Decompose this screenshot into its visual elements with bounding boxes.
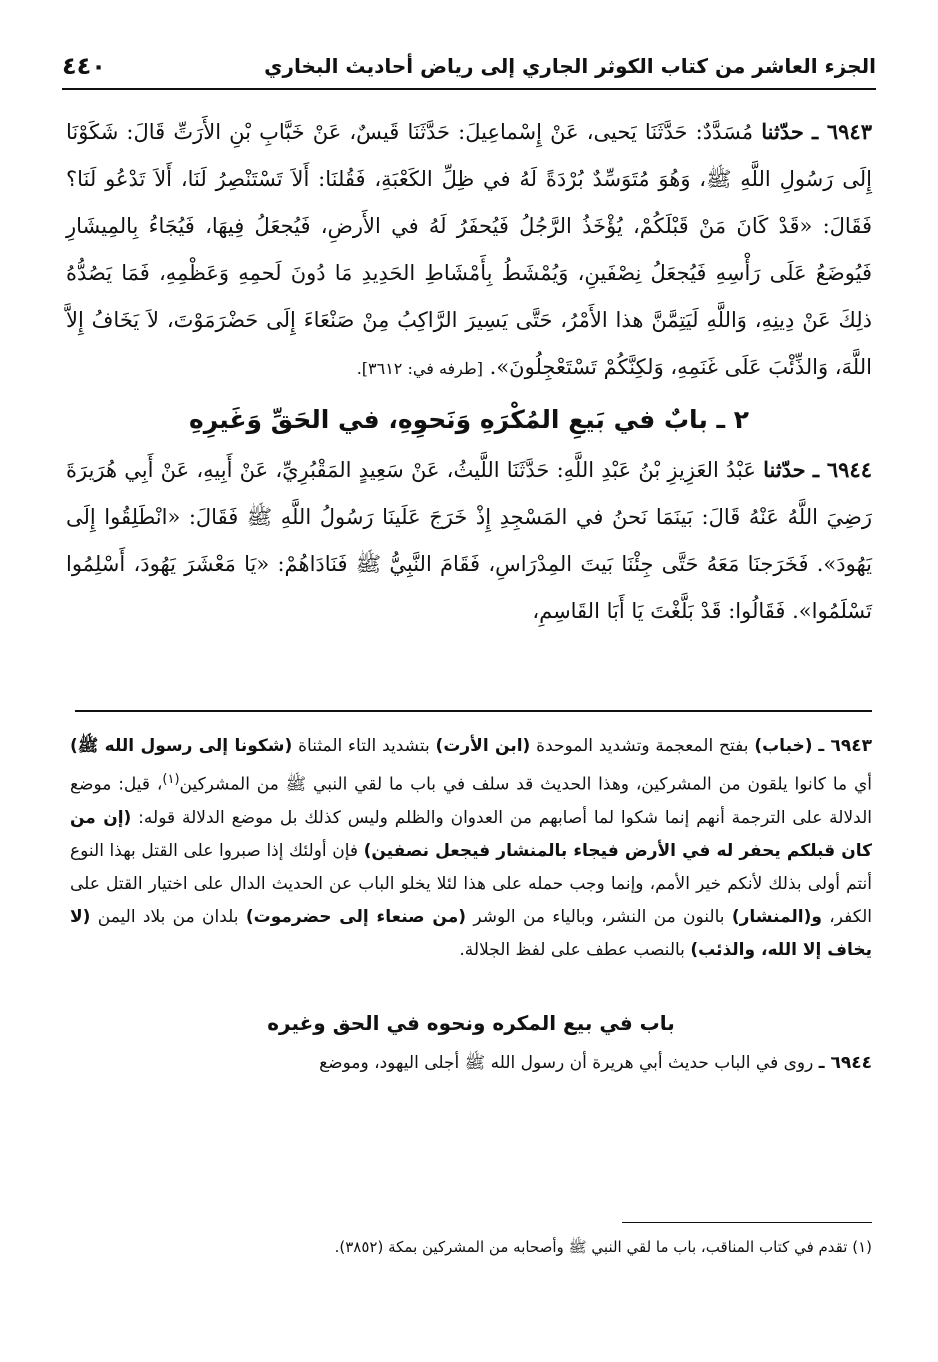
quoted-term: (شكونا إلى رسول الله ﷺ): [70, 736, 293, 756]
quoted-term: و(المنشار): [731, 906, 822, 927]
commentary-text: ، قيل: موضع الدلالة على الترجمة أنهم إنما شكوا لما أصابهم من العدوان والظلم وليس كذلك بل موضع الدلالة قوله:: [70, 774, 873, 828]
footnote: [70, 1234, 872, 1260]
commentary-6943: [70, 730, 872, 967]
hadith-lead: حدّثنا: [761, 119, 804, 144]
hadith-6944: [66, 446, 872, 635]
quoted-term: (ابن الأرت): [435, 736, 531, 756]
quoted-term: (إن من كان قبلكم يحفر له في الأرض فيجاء بالمنشار فيجعل نصفين): [70, 807, 872, 861]
commentary-text: بفتح المعجمة وتشديد الموحدة: [536, 736, 749, 756]
hadith-number: ٦٩٤٣ ـ: [811, 119, 872, 144]
footnote-number: (١): [852, 1238, 872, 1256]
hadith-number: ٦٩٤٤ ـ: [812, 457, 872, 482]
commentary-6944: [70, 1047, 872, 1080]
commentary-text: بالنون من النشر، وبالياء من الوشر: [473, 906, 725, 927]
commentary-text: أي ما كانوا يلقون من المشركين، وهذا الحديث قد سلف في باب ما لقي النبي ﷺ من المشركين: [179, 774, 872, 795]
hadith-lead: حدّثنا: [763, 457, 806, 482]
commentary-text: بالنصب عطف على لفظ الجلالة.: [459, 939, 685, 960]
commentary-text: بلدان من بلاد اليمن: [97, 906, 239, 927]
commentary-number: ٦٩٤٣ ـ: [818, 736, 873, 756]
commentary-text: روى في الباب حديث أبي هريرة أن رسول الله ﷺ أجلى اليهود، وموضع: [319, 1052, 814, 1073]
running-title: الجزء العاشر من كتاب الكوثر الجاري إلى رياض أحاديث البخاري: [264, 54, 876, 78]
hadith-body: عَبْدُ العَزِيزِ بْنُ عَبْدِ اللَّهِ: حَدَّثَنَا اللَّيثُ، عَنْ سَعِيدٍ المَقْبُرِيِّ، عَنْ أَبِيهِ، عَنْ أَبِي هُرَيرَةَ رَضِيَ اللَّهُ عَنْهُ قَالَ: بَينَمَا نَحنُ في المَسْجِدِ إِذْ خَرَجَ عَلَينَا رَسُولُ اللَّهِ ﷺ فَقَالَ: «انْطَلِقُوا إِلَى يَهُودَ». فَخَرَجنَا مَعَهُ حَتَّى جِئْنَا بَيتَ المِدْرَاسِ، فَقَامَ النَّبِيُّ ﷺ فَنَادَاهُمْ: «يَا مَعْشَرَ يَهُودَ، أَسْلِمُوا تَسْلَمُوا». فَقَالُوا: قَدْ بَلَّغْتَ يَا أَبَا القَاسِمِ،: [66, 458, 872, 623]
cross-reference: [طرفه في: ٣٦١٢].: [356, 359, 483, 378]
quoted-term: (من صنعاء إلى حضرموت): [245, 906, 466, 927]
hadith-6943: [66, 108, 872, 392]
quoted-term: (لا يخاف إلا الله، والذئب): [70, 906, 872, 960]
commentary-subheading: باب في بيع المكره ونحوه في الحق وغيره: [267, 1010, 675, 1035]
footnote-marker[interactable]: (١): [162, 772, 180, 787]
page-number: ٤٤٠: [62, 52, 106, 80]
commentary-text: بتشديد التاء المثناة: [298, 736, 430, 756]
hadith-body: مُسَدَّدٌ: حَدَّثَنَا يَحيى، عَنْ إِسْماعِيلَ: حَدَّثَنَا قَيسٌ، عَنْ خَبَّابِ بْنِ الأَرَتِّ قَالَ: شَكَوْنَا إِلَى رَسُولِ اللَّهِ ﷺ، وَهُوَ مُتَوَسِّدٌ بُرْدَةً لَهُ في ظِلِّ الكَعْبَةِ، فَقُلنَا: أَلاَ تَسْتَنْصِرُ لَنَا، أَلاَ تَدْعُو لَنَا؟ فَقَالَ: «قَدْ كَانَ مَنْ قَبْلَكُمْ، يُؤْخَذُ الرَّجُلُ فَيُحفَرُ لَهُ في الأَرضِ، فَيُجعَلُ فِيهَا، فَيُجَاءُ بِالمِيشَارِ فَيُوضَعُ عَلَى رَأْسِهِ فَيُجعَلُ نِصْفَينِ، وَيُمْشَطُ بِأَمْشَاطِ الحَدِيدِ مَا دُونَ لَحمِهِ وَعَظْمِهِ، فَمَا يَصُدُّهُ ذلِكَ عَنْ دِينِهِ، وَاللَّهِ لَيَتِمَّنَّ هذا الأَمْرُ، حَتَّى يَسِيرَ الرَّاكِبُ مِنْ صَنْعَاءَ إِلَى حَضْرَمَوْتَ، لاَ يَخَافُ إِلاَّ اللَّهَ، وَالذِّئْبَ عَلَى غَنَمِهِ، وَلكِنَّكُمْ تَسْتَعْجِلُونَ».: [66, 120, 872, 379]
commentary-text: فإن أولئك إذا صبروا على القتل بهذا النوع أنتم أولى بذلك لأنكم خير الأمم، وإنما وجب حمله على هذا لئلا يخلو الباب عن الحديث الدال على اختيار القتل على الكفر،: [70, 840, 873, 927]
commentary-number: ٦٩٤٤ ـ: [818, 1052, 872, 1073]
footnote-divider: [622, 1222, 872, 1223]
chapter-heading: ٢ ـ بابٌ في بَيعِ المُكْرَهِ وَنَحوِهِ، في الحَقِّ وَغَيرِهِ: [188, 405, 750, 434]
footnote-text: تقدم في كتاب المناقب، باب ما لقي النبي ﷺ وأصحابه من المشركين بمكة (٣٨٥٢).: [334, 1238, 848, 1256]
commentary-divider: [75, 710, 872, 712]
running-header: [62, 44, 876, 90]
quoted-term: (خباب): [754, 736, 813, 756]
hadith-text: [66, 108, 872, 635]
commentary: [70, 730, 872, 1080]
